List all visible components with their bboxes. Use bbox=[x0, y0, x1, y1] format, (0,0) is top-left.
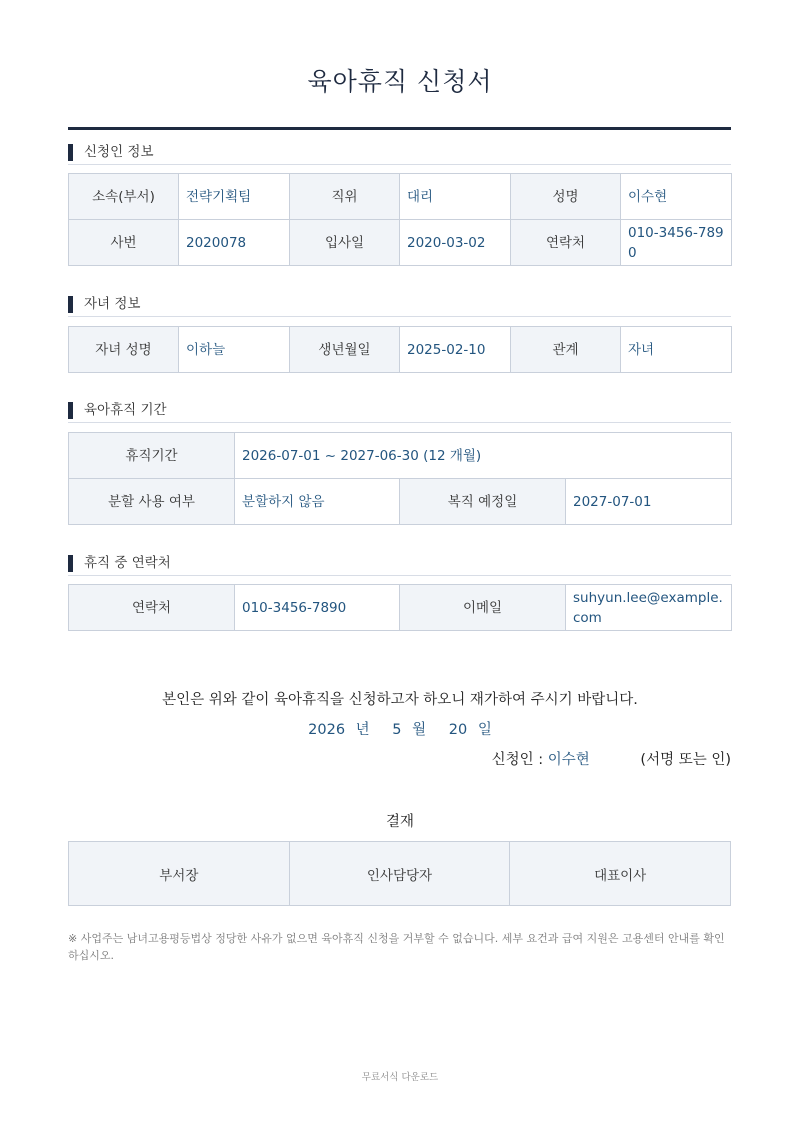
section-heading-period bbox=[68, 402, 731, 423]
value-split-use: 분할하지 않음 bbox=[235, 479, 400, 525]
section-title: 신청인 정보 bbox=[84, 144, 154, 160]
label-contact: 연락처 bbox=[511, 220, 621, 266]
applicant-info-table bbox=[68, 173, 732, 266]
value-return-date: 2027-07-01 bbox=[566, 479, 732, 525]
approval-role-dept-head: 부서장 bbox=[69, 842, 290, 906]
value-dept: 전략기획팀 bbox=[179, 174, 290, 220]
value-name: 이수현 bbox=[621, 174, 732, 220]
date-year: 2026 bbox=[308, 722, 346, 738]
value-period: 2026-07-01 ~ 2027-06-30 (12 개월) bbox=[235, 433, 732, 479]
applicant-name: 이수현 bbox=[547, 752, 590, 768]
contact-table bbox=[68, 584, 732, 631]
approval-table bbox=[68, 841, 731, 906]
signature-hint: (서명 또는 인) bbox=[640, 752, 731, 768]
section-heading-applicant bbox=[68, 144, 731, 165]
value-child-name: 이하늘 bbox=[179, 327, 290, 373]
label-hire-date: 입사일 bbox=[290, 220, 400, 266]
leave-period-table bbox=[68, 432, 732, 525]
section-heading-contact bbox=[68, 555, 731, 576]
value-emp-no: 2020078 bbox=[179, 220, 290, 266]
value-leave-phone: 010-3456-7890 bbox=[235, 585, 400, 631]
applicant-label: 신청인 : bbox=[491, 752, 544, 768]
table-row bbox=[69, 433, 732, 479]
approval-role-ceo: 대표이사 bbox=[510, 842, 731, 906]
title-divider bbox=[68, 127, 731, 130]
document-title: 육아휴직 신청서 bbox=[307, 67, 493, 96]
label-split-use: 분할 사용 여부 bbox=[69, 479, 235, 525]
table-row bbox=[69, 174, 732, 220]
footer-link[interactable]: 무료서식 다운로드 bbox=[361, 1072, 439, 1083]
section-heading-child bbox=[68, 296, 731, 317]
section-marker bbox=[68, 144, 73, 161]
section-marker bbox=[68, 402, 73, 419]
value-contact: 010-3456-7890 bbox=[621, 220, 732, 266]
table-row bbox=[69, 585, 732, 631]
label-child-name: 자녀 성명 bbox=[69, 327, 179, 373]
request-date bbox=[0, 718, 800, 739]
section-title: 휴직 중 연락처 bbox=[84, 555, 171, 571]
date-year-unit: 년 bbox=[355, 722, 370, 738]
label-period: 휴직기간 bbox=[69, 433, 235, 479]
label-leave-phone: 연락처 bbox=[69, 585, 235, 631]
table-row bbox=[69, 479, 732, 525]
value-hire-date: 2020-03-02 bbox=[400, 220, 511, 266]
label-relation: 관계 bbox=[511, 327, 621, 373]
value-relation: 자녀 bbox=[621, 327, 732, 373]
label-emp-no: 사번 bbox=[69, 220, 179, 266]
approval-title: 결재 bbox=[385, 814, 414, 830]
label-position: 직위 bbox=[290, 174, 400, 220]
section-marker bbox=[68, 555, 73, 572]
label-dept: 소속(부서) bbox=[69, 174, 179, 220]
label-email: 이메일 bbox=[400, 585, 566, 631]
approval-role-hr: 인사담당자 bbox=[289, 842, 510, 906]
section-marker bbox=[68, 296, 73, 313]
date-day: 20 bbox=[448, 722, 468, 738]
table-row bbox=[69, 220, 732, 266]
value-position: 대리 bbox=[400, 174, 511, 220]
value-email: suhyun.lee@example.com bbox=[566, 585, 732, 631]
date-month-unit: 월 bbox=[412, 722, 427, 738]
applicant-signature-line bbox=[492, 748, 731, 769]
label-name: 성명 bbox=[511, 174, 621, 220]
date-day-unit: 일 bbox=[477, 722, 492, 738]
table-row bbox=[69, 842, 731, 906]
section-title: 육아휴직 기간 bbox=[84, 402, 167, 418]
legal-note: ※ 사업주는 남녀고용평등법상 정당한 사유가 없으면 육아휴직 신청을 거부할 수 없습니다. 세부 요건과 급여 지원은 고용센터 안내를 확인하십시오. bbox=[68, 932, 725, 962]
label-return-date: 복직 예정일 bbox=[400, 479, 566, 525]
child-info-table bbox=[68, 326, 732, 373]
value-birth-date: 2025-02-10 bbox=[400, 327, 511, 373]
section-title: 자녀 정보 bbox=[84, 296, 141, 312]
request-statement: 본인은 위와 같이 육아휴직을 신청하고자 하오니 재가하여 주시기 바랍니다. bbox=[162, 692, 638, 708]
table-row bbox=[69, 327, 732, 373]
label-birth-date: 생년월일 bbox=[290, 327, 400, 373]
date-month: 5 bbox=[392, 722, 402, 738]
